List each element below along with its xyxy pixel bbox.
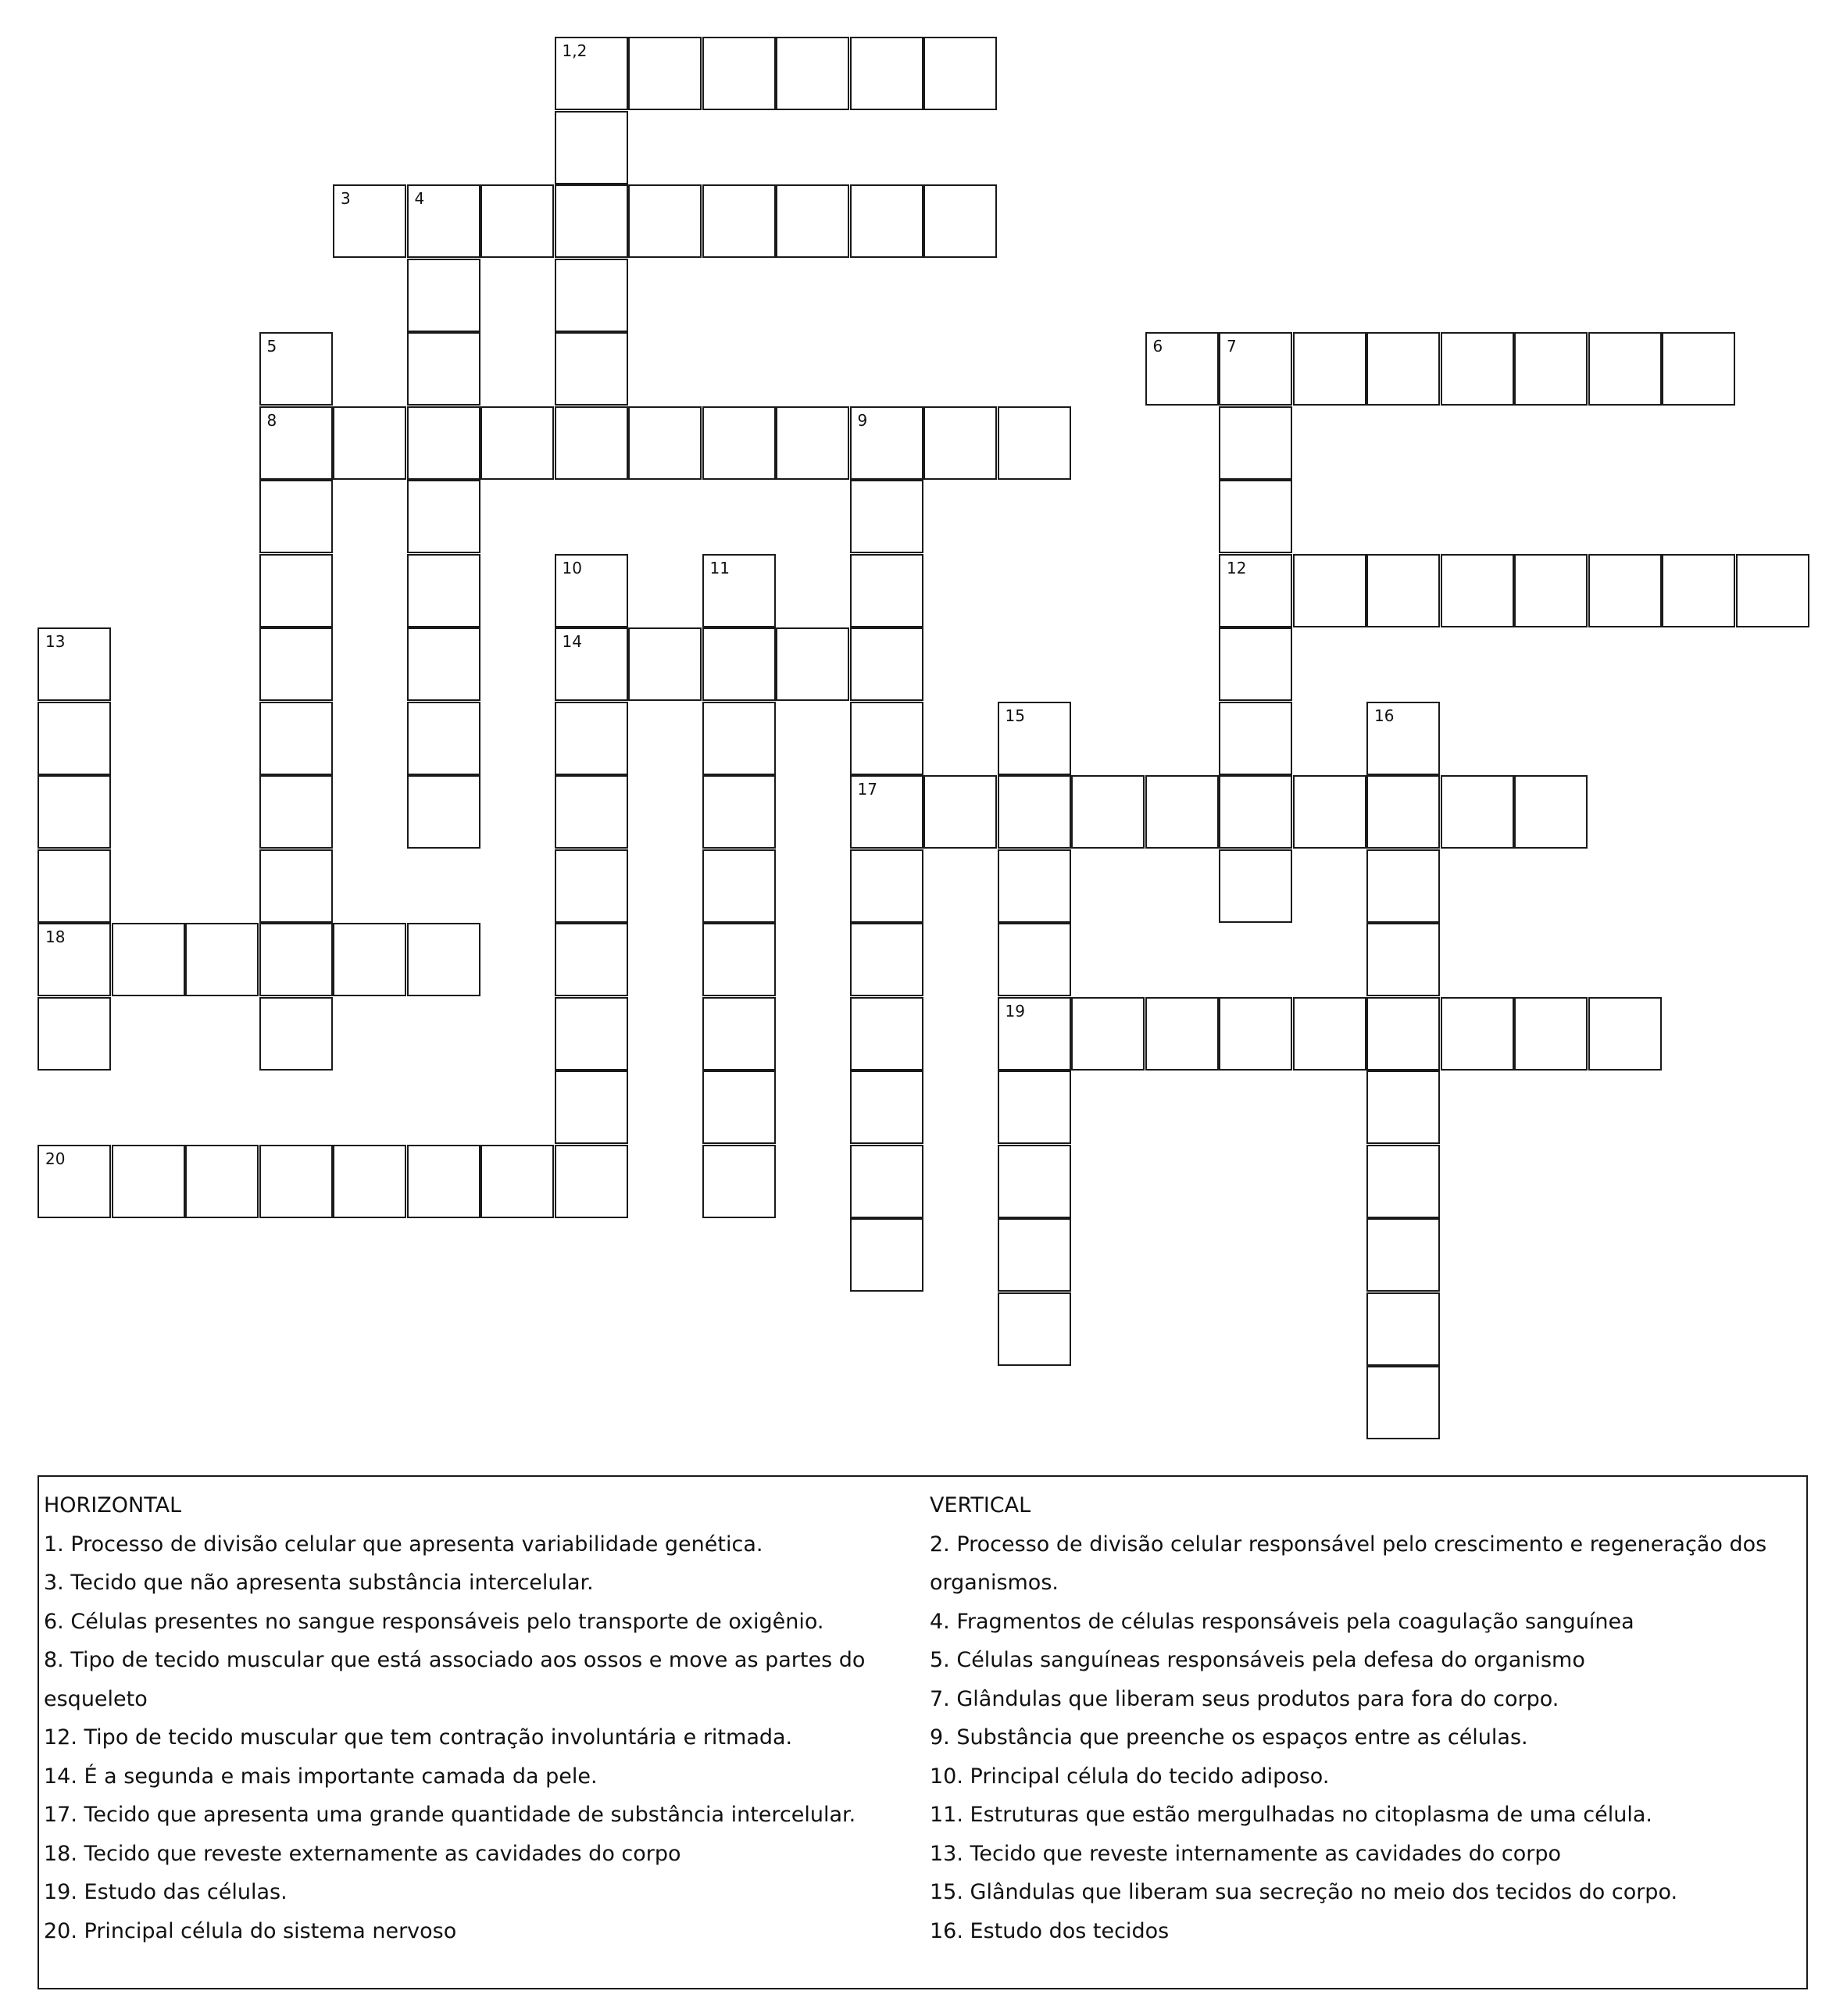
grid-cell[interactable] [702, 849, 776, 923]
grid-cell[interactable] [555, 111, 628, 184]
grid-cell[interactable] [628, 627, 702, 701]
clue-line: organismos. [930, 1571, 1059, 1595]
horizontal-title: HORIZONTAL [44, 1493, 182, 1517]
grid-cell[interactable] [1366, 849, 1440, 923]
clue-line: 10. Principal célula do tecido adiposo. [930, 1764, 1330, 1789]
grid-cell[interactable] [776, 406, 849, 480]
grid-cell[interactable] [555, 259, 628, 332]
grid-cell[interactable] [923, 37, 997, 110]
grid-cell[interactable] [923, 184, 997, 258]
grid-cell[interactable] [555, 923, 628, 996]
cell-number: 18 [45, 928, 66, 946]
grid-cell[interactable] [702, 627, 776, 701]
cell-number: 8 [266, 410, 277, 430]
grid-cell[interactable] [333, 406, 406, 480]
grid-cell[interactable] [1366, 775, 1440, 849]
grid-cell[interactable] [1293, 775, 1366, 849]
clue-line: 3. Tecido que não apresenta substância intercelular. [44, 1571, 594, 1595]
grid-cell[interactable] [702, 37, 776, 110]
grid-cell[interactable] [850, 554, 923, 627]
grid-cell[interactable] [923, 406, 997, 480]
grid-cell[interactable] [480, 1145, 554, 1218]
grid-cell[interactable] [1736, 554, 1809, 627]
grid-cell[interactable] [1219, 480, 1292, 553]
numbered-cell[interactable] [407, 184, 480, 258]
numbered-cell[interactable] [850, 406, 923, 480]
grid-cell[interactable] [850, 702, 923, 775]
grid-cell[interactable] [1145, 997, 1219, 1071]
numbered-cell[interactable] [333, 184, 406, 258]
grid-cell[interactable] [1441, 554, 1514, 627]
grid-cell[interactable] [776, 184, 849, 258]
numbered-cell[interactable] [259, 406, 333, 480]
clue-line: 6. Células presentes no sangue responsáveis pelo transporte de oxigênio. [44, 1609, 824, 1634]
grid-cell[interactable] [850, 997, 923, 1071]
clues-box [38, 1475, 1808, 1989]
clue-line: 15. Glândulas que liberam sua secreção no meio dos tecidos do corpo. [930, 1880, 1678, 1904]
grid-cell[interactable] [702, 184, 776, 258]
grid-cell[interactable] [998, 1292, 1071, 1366]
grid-cell[interactable] [1071, 997, 1145, 1071]
grid-cell[interactable] [850, 1071, 923, 1144]
grid-cell[interactable] [998, 775, 1071, 849]
grid-cell[interactable] [1662, 332, 1735, 406]
grid-cell[interactable] [1366, 554, 1440, 627]
grid-cell[interactable] [1219, 775, 1292, 849]
grid-cell[interactable] [1366, 1071, 1440, 1144]
grid-cell[interactable] [850, 1218, 923, 1292]
grid-cell[interactable] [702, 997, 776, 1071]
grid-cell[interactable] [1293, 554, 1366, 627]
cell-number: 6 [1152, 337, 1163, 356]
grid-cell[interactable] [407, 702, 480, 775]
grid-cell[interactable] [1145, 775, 1219, 849]
numbered-cell[interactable] [1366, 702, 1440, 775]
grid-cell[interactable] [259, 849, 333, 923]
grid-cell[interactable] [259, 480, 333, 553]
grid-cell[interactable] [480, 406, 554, 480]
grid-cell[interactable] [407, 775, 480, 849]
numbered-cell[interactable] [998, 997, 1071, 1071]
grid-cell[interactable] [259, 702, 333, 775]
grid-cell[interactable] [998, 406, 1071, 480]
cell-number: 7 [1227, 337, 1237, 356]
grid-cell[interactable] [259, 997, 333, 1071]
grid-cell[interactable] [112, 923, 185, 996]
grid-cell[interactable] [776, 627, 849, 701]
grid-cell[interactable] [185, 923, 259, 996]
grid-cell[interactable] [555, 702, 628, 775]
grid-cell[interactable] [850, 480, 923, 553]
grid-cell[interactable] [1588, 332, 1662, 406]
grid-cell[interactable] [1662, 554, 1735, 627]
cell-number: 1,2 [562, 41, 588, 60]
grid-cell[interactable] [259, 627, 333, 701]
grid-cell[interactable] [1514, 332, 1588, 406]
grid-cell[interactable] [1219, 406, 1292, 480]
grid-cell[interactable] [555, 775, 628, 849]
grid-cell[interactable] [850, 627, 923, 701]
grid-cell[interactable] [555, 406, 628, 480]
grid-cell[interactable] [628, 184, 702, 258]
grid-cell[interactable] [112, 1145, 185, 1218]
cell-number: 14 [562, 632, 582, 651]
clue-line: 20. Principal célula do sistema nervoso [44, 1918, 457, 1943]
grid-cell[interactable] [1219, 997, 1292, 1071]
vertical-title: VERTICAL [930, 1493, 1031, 1517]
grid-cell[interactable] [850, 1145, 923, 1218]
clue-line: 5. Células sanguíneas responsáveis pela defesa do organismo [930, 1648, 1585, 1672]
cell-number: 3 [341, 189, 351, 208]
grid-cell[interactable] [1366, 332, 1440, 406]
grid-cell[interactable] [185, 1145, 259, 1218]
numbered-cell[interactable] [998, 702, 1071, 775]
numbered-cell[interactable] [702, 554, 776, 627]
grid-cell[interactable] [1514, 775, 1588, 849]
clue-line: 8. Tipo de tecido muscular que está associado aos ossos e move as partes do [44, 1648, 866, 1672]
clue-line: 11. Estruturas que estão mergulhadas no citoplasma de uma célula. [930, 1803, 1653, 1827]
horizontal-clues [44, 1486, 919, 1950]
grid-cell[interactable] [38, 775, 111, 849]
grid-cell[interactable] [1219, 627, 1292, 701]
grid-cell[interactable] [333, 923, 406, 996]
grid-cell[interactable] [38, 702, 111, 775]
grid-cell[interactable] [1366, 1218, 1440, 1292]
numbered-cell[interactable] [555, 627, 628, 701]
cell-number: 9 [857, 410, 868, 430]
grid-cell[interactable] [38, 997, 111, 1071]
grid-cell[interactable] [776, 37, 849, 110]
grid-cell[interactable] [998, 1071, 1071, 1144]
cell-number: 20 [45, 1149, 66, 1168]
grid-cell[interactable] [850, 37, 923, 110]
grid-cell[interactable] [702, 775, 776, 849]
numbered-cell[interactable] [38, 627, 111, 701]
clue-line: 9. Substância que preenche os espaços entre as células. [930, 1725, 1528, 1750]
grid-cell[interactable] [407, 480, 480, 553]
numbered-cell[interactable] [1219, 332, 1292, 406]
clue-line: 18. Tecido que reveste externamente as cavidades do corpo [44, 1841, 681, 1866]
grid-cell[interactable] [480, 184, 554, 258]
grid-cell[interactable] [555, 849, 628, 923]
grid-cell[interactable] [1293, 997, 1366, 1071]
grid-cell[interactable] [407, 923, 480, 996]
clue-line: 14. É a segunda e mais importante camada da pele. [44, 1764, 598, 1789]
grid-cell[interactable] [1441, 775, 1514, 849]
grid-cell[interactable] [259, 554, 333, 627]
cell-number: 10 [562, 558, 582, 577]
grid-cell[interactable] [850, 184, 923, 258]
grid-cell[interactable] [1219, 849, 1292, 923]
grid-cell[interactable] [1366, 997, 1440, 1071]
grid-cell[interactable] [407, 259, 480, 332]
grid-cell[interactable] [1219, 702, 1292, 775]
cell-number: 13 [45, 632, 66, 651]
grid-cell[interactable] [1514, 554, 1588, 627]
cell-number: 15 [1005, 706, 1025, 725]
grid-cell[interactable] [259, 1145, 333, 1218]
grid-cell[interactable] [38, 849, 111, 923]
grid-cell[interactable] [259, 775, 333, 849]
grid-cell[interactable] [850, 923, 923, 996]
grid-cell[interactable] [407, 627, 480, 701]
grid-cell[interactable] [555, 332, 628, 406]
numbered-cell[interactable] [38, 1145, 111, 1218]
numbered-cell[interactable] [555, 37, 628, 110]
grid-cell[interactable] [1441, 997, 1514, 1071]
cell-number: 12 [1227, 558, 1247, 577]
cell-number: 16 [1374, 706, 1395, 725]
numbered-cell[interactable] [1145, 332, 1219, 406]
vertical-clues [930, 1486, 1797, 1950]
clue-line: 17. Tecido que apresenta uma grande quantidade de substância intercelular. [44, 1803, 856, 1827]
grid-cell[interactable] [628, 406, 702, 480]
numbered-cell[interactable] [1219, 554, 1292, 627]
clue-line: 12. Tipo de tecido muscular que tem contração involuntária e ritmada. [44, 1725, 793, 1750]
grid-cell[interactable] [1441, 332, 1514, 406]
grid-cell[interactable] [555, 997, 628, 1071]
clue-line: 7. Glândulas que liberam seus produtos para fora do corpo. [930, 1686, 1559, 1711]
cell-number: 17 [857, 780, 877, 799]
grid-cell[interactable] [407, 406, 480, 480]
cell-number: 4 [414, 189, 425, 208]
numbered-cell[interactable] [850, 775, 923, 849]
grid-cell[interactable] [555, 1145, 628, 1218]
cell-number: 5 [266, 337, 277, 356]
clue-line: 19. Estudo das células. [44, 1880, 288, 1904]
grid-cell[interactable] [998, 923, 1071, 996]
cell-number: 19 [1005, 1001, 1025, 1021]
grid-cell[interactable] [702, 923, 776, 996]
numbered-cell[interactable] [555, 554, 628, 627]
grid-cell[interactable] [1588, 554, 1662, 627]
clue-line: 1. Processo de divisão celular que apresenta variabilidade genética. [44, 1532, 763, 1557]
clue-line: esqueleto [44, 1686, 148, 1711]
clue-line: 4. Fragmentos de células responsáveis pela coagulação sanguínea [930, 1609, 1634, 1634]
grid-cell[interactable] [702, 702, 776, 775]
grid-cell[interactable] [702, 1071, 776, 1144]
numbered-cell[interactable] [259, 332, 333, 406]
grid-cell[interactable] [407, 332, 480, 406]
clue-line: 16. Estudo dos tecidos [930, 1918, 1170, 1943]
grid-cell[interactable] [923, 775, 997, 849]
grid-cell[interactable] [998, 1145, 1071, 1218]
grid-cell[interactable] [998, 1218, 1071, 1292]
numbered-cell[interactable] [38, 923, 111, 996]
grid-cell[interactable] [407, 1145, 480, 1218]
grid-cell[interactable] [998, 849, 1071, 923]
grid-cell[interactable] [1514, 997, 1588, 1071]
grid-cell[interactable] [850, 849, 923, 923]
grid-cell[interactable] [1366, 1145, 1440, 1218]
clue-line: 2. Processo de divisão celular responsável pelo crescimento e regeneração dos [930, 1532, 1767, 1557]
grid-cell[interactable] [1366, 1292, 1440, 1366]
clue-line: 13. Tecido que reveste internamente as cavidades do corpo [930, 1841, 1562, 1866]
grid-cell[interactable] [702, 1145, 776, 1218]
grid-cell[interactable] [407, 554, 480, 627]
grid-cell[interactable] [1588, 997, 1662, 1071]
grid-cell[interactable] [702, 406, 776, 480]
grid-cell[interactable] [259, 923, 333, 996]
grid-cell[interactable] [555, 184, 628, 258]
grid-cell[interactable] [333, 1145, 406, 1218]
grid-cell[interactable] [1366, 923, 1440, 996]
grid-cell[interactable] [628, 37, 702, 110]
grid-cell[interactable] [1293, 332, 1366, 406]
grid-cell[interactable] [555, 1071, 628, 1144]
grid-cell[interactable] [1071, 775, 1145, 849]
grid-cell[interactable] [1366, 1366, 1440, 1439]
cell-number: 11 [709, 558, 730, 577]
